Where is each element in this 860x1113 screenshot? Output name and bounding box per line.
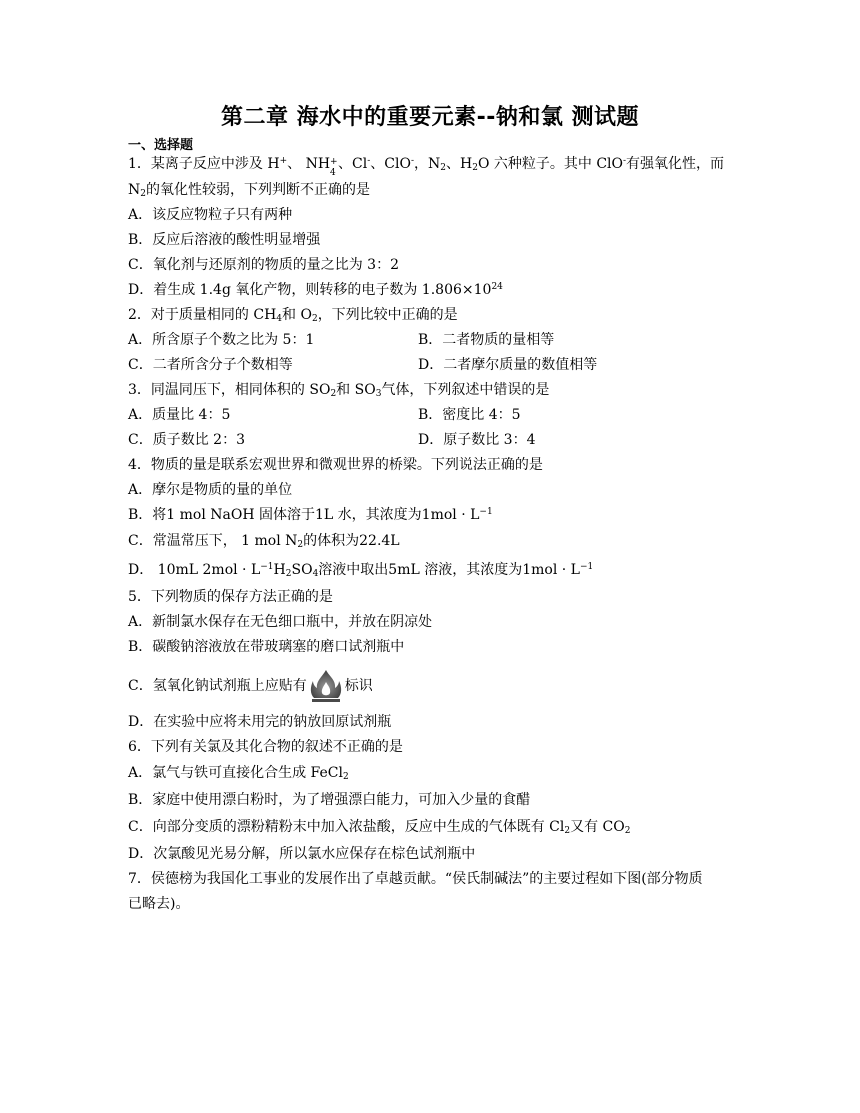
q7-stem-line1: 7．侯德榜为我国化工事业的发展作出了卓越贡献。“侯氏制碱法”的主要过程如下图(部分物质 [128,871,703,887]
section-heading: 一、选择题 [128,138,194,153]
q6-option-d: D．次氯酸见光易分解，所以氯水应保存在棕色试剂瓶中 [128,846,476,862]
q7-stem-line2: 已略去)。 [128,896,190,912]
q5-option-d: D．在实验中应将未用完的钠放回原试剂瓶 [128,714,392,730]
q3-option-c: C．质子数比 2：3 [128,432,245,448]
q2-option-a: A．所含原子个数之比为 5：1 [128,332,315,348]
q4-option-b: B．将1 mol NaOH 固体溶于1L 水，其浓度为$1mol \cdot L^{-1}$ [128,507,493,523]
q2-option-d: D．二者摩尔质量的数值相等 [418,357,598,373]
q3-option-b: B．密度比 4：5 [418,407,521,423]
q1-stem-line2: $N_2$的氧化性较弱，下列判断不正确的是 [128,182,370,199]
q4-stem: 4．物质的量是联系宏观世界和微观世界的桥梁。下列说法正确的是 [128,457,543,473]
q5-option-b: B．碳酸钠溶液放在带玻璃塞的磨口试剂瓶中 [128,639,405,655]
q4-option-c: C．常温常压下， 1 mol $N_2$的体积为22.4L [128,533,400,550]
flammable-hazard-icon [309,668,343,704]
q2-stem: 2．对于质量相同的 $CH_4$和 $O_2$，下列比较中正确的是 [128,307,458,324]
q2-option-b: B．二者物质的量相等 [418,332,555,348]
q1-option-a: A．该反应物粒子只有两种 [128,207,293,223]
q2-option-c: C．二者所含分子个数相等 [128,357,293,373]
q1-option-b: B．反应后溶液的酸性明显增强 [128,232,321,248]
q4-option-d: D． 10mL $2mol \cdot L^{-1}H_2SO_4$溶液中取出5mL 溶液，其浓度为$1mol \cdot L^{-1}$ [128,562,594,579]
q3-option-a: A．质量比 4：5 [128,407,231,423]
q3-option-d: D．原子数比 3：4 [418,432,536,448]
q1-option-c: C．氧化剂与还原剂的物质的量之比为 3：2 [128,257,399,273]
q6-option-b: B．家庭中使用漂白粉时，为了增强漂白能力，可加入少量的食醋 [128,792,531,808]
q5-option-c: C．氢氧化钠试剂瓶上应贴有 标识 [128,668,373,704]
q4-option-a: A．摩尔是物质的量的单位 [128,482,293,498]
page-title: 第二章 海水中的重要元素--钠和氯 测试题 [220,105,640,130]
q6-option-a: A．氯气与铁可直接化合生成 FeCl$_2$ [128,765,349,782]
q3-stem: 3．同温同压下，相同体积的 $SO_2$和 $SO_3$气体，下列叙述中错误的是 [128,382,550,399]
q1-option-d: D．着生成 1.4g 氧化产物，则转移的电子数为 $1.806\times 10^{24}$ [128,282,503,298]
q1-stem-line1: 1．某离子反应中涉及 H+、 NH + 4 、Cl-、ClO-，$N_2$、$H_2O$ 六种粒子。其中 ClO-有强氧化性，而 [128,156,725,178]
q5-stem: 5．下列物质的保存方法正确的是 [128,589,333,605]
q6-stem: 6．下列有关氯及其化合物的叙述不正确的是 [128,739,403,755]
q5-option-a: A．新制氯水保存在无色细口瓶中，并放在阴凉处 [128,614,433,630]
q6-option-c: C．向部分变质的漂粉精粉末中加入浓盐酸，反应中生成的气体既有 $Cl_2$又有 $CO_2$ [128,819,631,836]
